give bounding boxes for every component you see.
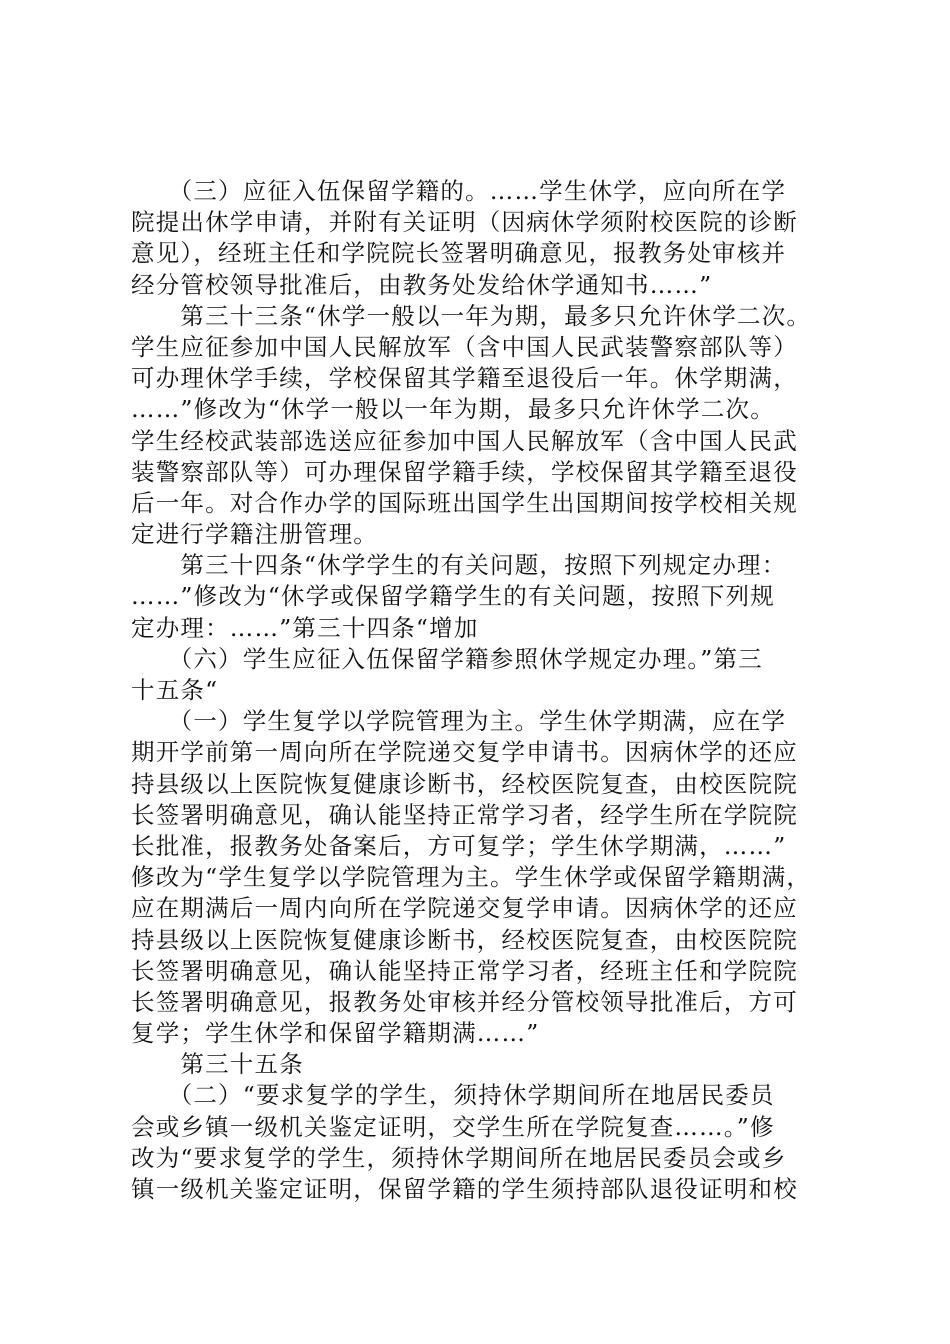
text-line: 会或乡镇一级机关鉴定证明，交学生所在学院复查……。”修 — [131, 1112, 775, 1141]
text-line: 改为“要求复学的学生，须持休学期间所在地居民委员会或乡 — [131, 1143, 787, 1172]
text-line: （六）学生应征入伍保留学籍参照休学规定办理。”第三 — [131, 644, 763, 673]
text-line: 期开学前第一周向所在学院递交复学申请书。因病休学的还应 — [131, 738, 798, 767]
text-line: 镇一级机关鉴定证明，保留学籍的学生须持部队退役证明和校 — [131, 1175, 798, 1203]
text-line: ……”修改为“休学一般以一年为期，最多只允许休学二次。 — [131, 395, 775, 424]
text-line: 长签署明确意见，报教务处审核并经分管校领导批准后，方可 — [131, 987, 798, 1016]
text-line: 长批准，报教务处备案后，方可复学；学生休学期满，……” — [131, 831, 787, 860]
document-body — [131, 176, 831, 1205]
text-line: 第三十三条“休学一般以一年为期，最多只允许休学二次。 — [131, 301, 812, 330]
text-line: 十五条“ — [131, 676, 219, 704]
text-line: 定进行学籍注册管理。 — [131, 520, 378, 549]
text-line: 第三十四条“休学学生的有关问题，按照下列规定办理： — [131, 551, 787, 580]
text-line: （三）应征入伍保留学籍的。……学生休学，应向所在学 — [131, 177, 787, 205]
text-line: 定办理：……”第三十四条“增加 — [131, 613, 479, 642]
text-line: 应在期满后一周内向所在学院递交复学申请。因病休学的还应 — [131, 894, 798, 923]
text-line: 持县级以上医院恢复健康诊断书，经校医院复查，由校医院院 — [131, 769, 798, 798]
text-line: 长签署明确意见，确认能坚持正常学习者，经学生所在学院院 — [131, 800, 798, 829]
text-line: 复学；学生休学和保留学籍期满……” — [131, 1019, 540, 1048]
text-line: （一）学生复学以学院管理为主。学生休学期满，应在学 — [131, 707, 787, 736]
text-line: ……”修改为“休学或保留学籍学生的有关问题，按照下列规 — [131, 582, 775, 611]
text-line: 持县级以上医院恢复健康诊断书，经校医院复查，由校医院院 — [131, 925, 798, 954]
text-line: 意见），经班主任和学院院长签署明确意见，报教务处审核并 — [131, 239, 787, 268]
text-line: 后一年。对合作办学的国际班出国学生出国期间按学校相关规 — [131, 488, 798, 517]
text-line: 可办理休学手续，学校保留其学籍至退役后一年。休学期满， — [131, 364, 798, 393]
text-line: 装警察部队等）可办理保留学籍手续，学校保留其学籍至退役 — [131, 457, 798, 486]
text-line: 修改为“学生复学以学院管理为主。学生休学或保留学籍期满， — [131, 863, 812, 892]
text-line: 学生应征参加中国人民解放军（含中国人民武装警察部队等） — [131, 332, 798, 361]
text-line: 院提出休学申请，并附有关证明（因病休学须附校医院的诊断 — [131, 208, 798, 237]
text-line: （二）“要求复学的学生，须持休学期间所在地居民委员 — [131, 1081, 775, 1110]
text-line: 学生经校武装部选送应征参加中国人民解放军（含中国人民武 — [131, 426, 798, 455]
text-line: 长签署明确意见，确认能坚持正常学习者，经班主任和学院院 — [131, 956, 798, 985]
text-line: 第三十五条 — [131, 1050, 304, 1079]
text-line: 经分管校领导批准后，由教务处发给休学通知书……” — [131, 270, 713, 299]
